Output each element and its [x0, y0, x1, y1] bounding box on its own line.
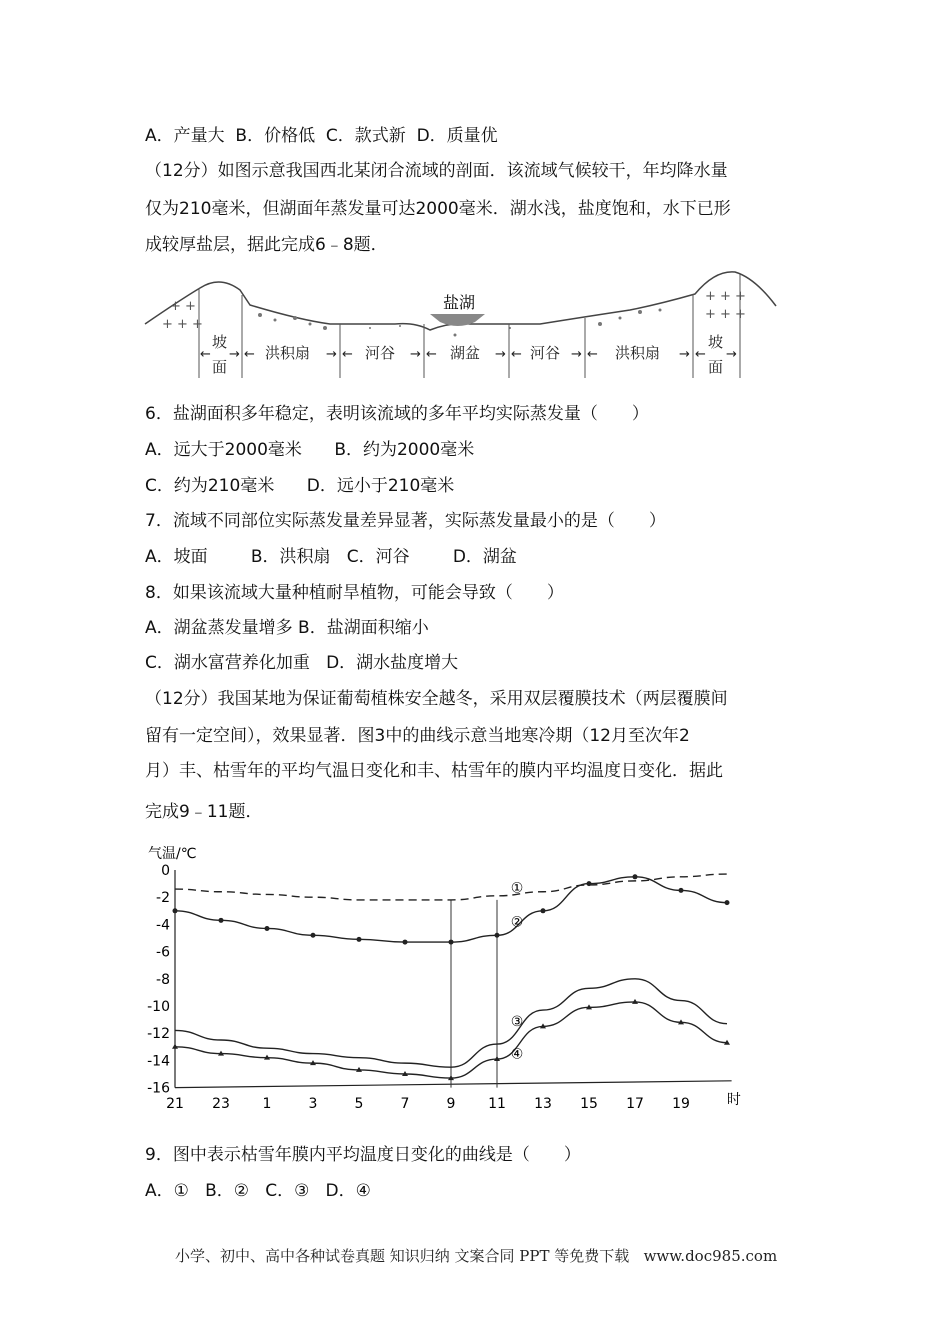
- svg-text:+ + +: + + +: [705, 289, 746, 304]
- zone-label-slope: 面: [708, 358, 724, 376]
- x-tick-label: 11: [488, 1096, 506, 1112]
- intro-text-line: （12分）我国某地为保证葡萄植株安全越冬，采用双层覆膜技术（两层覆膜间: [145, 689, 728, 709]
- q8-options: C．湖水富营养化加重 D．湖水盐度增大: [145, 653, 459, 673]
- intro-text-line: 成较厚盐层，据此完成6﹣8题．: [145, 235, 388, 255]
- svg-text:→: →: [571, 347, 582, 362]
- y-tick-label: 0: [161, 863, 170, 879]
- q6-options: A．远大于2000毫米 B．约为2000毫米: [145, 440, 475, 460]
- q9-options: A．① B．② C．③ D．④: [145, 1181, 371, 1201]
- data-point: [311, 933, 316, 938]
- data-point: [725, 900, 730, 905]
- q7-options: A．坡面 B．洪积扇 C．河谷 D．湖盆: [145, 547, 517, 567]
- data-point: [495, 933, 500, 938]
- svg-text:→: →: [726, 347, 737, 362]
- x-tick-label: 21: [166, 1096, 184, 1112]
- zone-label: 洪积扇: [615, 344, 661, 362]
- intro-text-line: 仅为210毫米，但湖面年蒸发量可达2000毫米．湖水浅，盐度饱和，水下已形: [145, 199, 731, 219]
- data-point: [265, 926, 270, 931]
- zone-label: 洪积扇: [265, 344, 311, 362]
- x-tick-label: 15: [580, 1096, 598, 1112]
- x-tick-label: 23: [212, 1096, 230, 1112]
- x-tick-label: 5: [354, 1096, 364, 1112]
- svg-text:←: ←: [200, 347, 211, 362]
- zone-label: 河谷: [365, 344, 396, 362]
- series-label: ②: [510, 914, 524, 931]
- page-footer: 小学、初中、高中各种试卷真题 知识归纳 文案合同 PPT 等免费下载 www.doc985.com: [175, 1247, 778, 1265]
- series-label: ③: [510, 1013, 524, 1030]
- data-point: [449, 940, 454, 945]
- y-tick-label: -2: [156, 890, 170, 907]
- series-label: ①: [510, 880, 524, 897]
- intro-text-line: 完成9﹣11题．: [145, 802, 263, 822]
- x-tick-label: 17: [626, 1096, 644, 1112]
- y-tick-label: -12: [147, 1026, 170, 1043]
- x-axis-label: 时: [726, 1092, 741, 1108]
- svg-text:+ +: + +: [170, 299, 196, 314]
- svg-text:←: ←: [587, 347, 598, 362]
- x-tick-label: 13: [534, 1096, 552, 1112]
- x-tick-label: 3: [308, 1096, 318, 1112]
- y-tick-label: -4: [156, 917, 170, 934]
- x-tick-label: 19: [672, 1096, 690, 1112]
- zone-label: 河谷: [530, 344, 561, 362]
- x-tick-label: 1: [262, 1096, 272, 1112]
- svg-text:←: ←: [244, 347, 255, 362]
- intro-text-line: 月）丰、枯雪年的平均气温日变化和丰、枯雪年的膜内平均温度日变化．据此: [145, 761, 723, 781]
- svg-text:+ + +: + + +: [162, 317, 203, 332]
- series-label: ④: [510, 1046, 524, 1063]
- q6-stem: 6．盐湖面积多年稳定，表明该流域的多年平均实际蒸发量（ ）: [145, 404, 649, 424]
- zone-label: 湖盆: [450, 344, 481, 362]
- svg-text:←: ←: [342, 347, 353, 362]
- x-tick-label: 7: [400, 1096, 410, 1112]
- y-tick-label: -14: [147, 1053, 170, 1070]
- svg-text:←: ←: [695, 347, 706, 362]
- q9-stem: 9．图中表示枯雪年膜内平均温度日变化的曲线是（ ）: [145, 1145, 581, 1165]
- svg-text:→: →: [410, 347, 421, 362]
- data-point: [679, 888, 684, 893]
- data-point: [541, 908, 546, 913]
- q8-stem: 8．如果该流域大量种植耐旱植物，可能会导致（ ）: [145, 583, 564, 603]
- svg-text:→: →: [495, 347, 506, 362]
- svg-text:→: →: [326, 347, 337, 362]
- q8-options: A．湖盆蒸发量增多 B．盐湖面积缩小: [145, 618, 429, 638]
- q6-options: C．约为210毫米 D．远小于210毫米: [145, 476, 455, 496]
- intro-text-line: （12分）如图示意我国西北某闭合流域的剖面．该流域气候较干，年均降水量: [145, 161, 728, 181]
- svg-text:←: ←: [511, 347, 522, 362]
- svg-text:→: →: [229, 347, 240, 362]
- data-point: [173, 908, 178, 913]
- y-tick-label: -8: [156, 971, 170, 988]
- data-point: [219, 918, 224, 923]
- x-tick-label: 9: [446, 1096, 456, 1112]
- q5-options: A．产量大 B．价格低 C．款式新 D．质量优: [145, 126, 498, 146]
- y-tick-label: -10: [147, 999, 170, 1015]
- data-point: [633, 874, 638, 879]
- salt-lake-label: 盐湖: [443, 293, 476, 312]
- y-tick-label: -6: [156, 944, 170, 961]
- zone-label-slope: 面: [212, 358, 228, 376]
- data-point: [357, 937, 362, 942]
- y-axis-label: 气温/℃: [148, 846, 197, 862]
- zone-label-slope: 坡: [212, 333, 228, 351]
- svg-text:+ + +: + + +: [705, 307, 746, 322]
- x-axis: [175, 1081, 732, 1088]
- data-point: [587, 881, 592, 886]
- zone-label-slope: 坡: [708, 333, 724, 351]
- intro-text-line: 留有一定空间），效果显著．图3中的曲线示意当地寒冷期（12月至次年2: [145, 726, 690, 746]
- q7-stem: 7．流域不同部位实际蒸发量差异显著，实际蒸发量最小的是（ ）: [145, 511, 666, 531]
- y-tick-label: -16: [147, 1080, 170, 1097]
- data-point: [403, 940, 408, 945]
- svg-text:←: ←: [426, 347, 437, 362]
- svg-text:→: →: [679, 347, 690, 362]
